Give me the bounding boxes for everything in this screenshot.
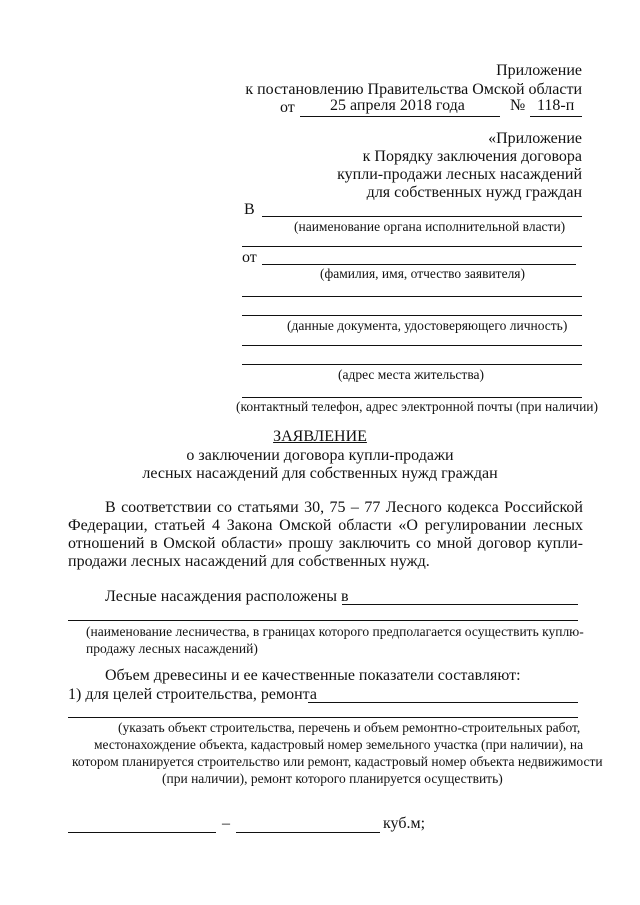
- document-title: [0, 428, 640, 446]
- header-from-label: от: [280, 99, 295, 116]
- header-line2: к постановлению Правительства Омской области: [245, 81, 582, 98]
- doc-field-line[interactable]: [242, 315, 582, 316]
- item1-caption-l2: местонахождение объекта, кадастровый номер земельного участка (при наличии), на: [94, 737, 584, 752]
- volume-unit: куб.м;: [383, 815, 426, 832]
- annex-line4: для собственных нужд граждан: [366, 184, 582, 201]
- volume-from-field-line[interactable]: [68, 832, 216, 833]
- header-line1: Приложение: [496, 62, 582, 79]
- date-underline: [300, 116, 500, 117]
- location-label: Лесные насаждения расположены в: [105, 588, 349, 605]
- address-caption: (адрес места жительства): [338, 367, 485, 382]
- item1-caption-l4: (при наличии), ремонт которого планируется осуществить): [162, 771, 503, 786]
- to-label: В: [244, 201, 255, 218]
- from-label: от: [242, 249, 257, 266]
- contact-caption: (контактный телефон, адрес электронной почты (при наличии): [236, 399, 599, 414]
- para1-line4: продажи лесных насаждений для собственных нужд.: [68, 553, 430, 570]
- volume-dash: –: [222, 815, 230, 832]
- location-field-line-2[interactable]: [68, 620, 578, 621]
- location-field-line[interactable]: [342, 604, 578, 605]
- item1-field-line[interactable]: [308, 702, 578, 703]
- location-caption-l2: продажу лесных насаждений): [86, 641, 258, 656]
- item1-label: 1) для целей строительства, ремонта: [68, 686, 317, 703]
- title-sub1: о заключении договора купли-продажи: [186, 447, 454, 464]
- header-number: 118-п: [537, 97, 575, 114]
- item1-field-line-2[interactable]: [68, 717, 578, 718]
- item1-caption-l3: котором планируется строительство или ремонт, кадастровый номер объекта недвижимости: [72, 754, 603, 769]
- to-field-line-2[interactable]: [242, 246, 582, 247]
- location-caption-l1: (наименование лесничества, в границах которого предполагается осуществить куплю-: [86, 624, 584, 639]
- address-field-line[interactable]: [242, 364, 582, 365]
- contact-field-line[interactable]: [242, 397, 582, 398]
- header-num-label: №: [510, 97, 526, 114]
- title-sub2: лесных насаждений для собственных нужд граждан: [142, 465, 498, 482]
- annex-line2: к Порядку заключения договора: [362, 148, 582, 165]
- name-caption: (фамилия, имя, отчество заявителя): [320, 266, 526, 281]
- para1-line2: Федерации, статьей 4 Закона Омской области «О регулировании лесных: [68, 517, 583, 534]
- para1-line1: В соответствии со статьями 30, 75 – 77 Лесного кодекса Российской: [105, 499, 583, 516]
- name-field-line-2[interactable]: [242, 296, 582, 297]
- number-underline: [530, 116, 582, 117]
- name-field-line[interactable]: [262, 264, 576, 265]
- item1-caption-l1: (указать объект строительства, перечень и объем ремонтно-строительных работ,: [118, 720, 581, 735]
- annex-line1: «Приложение: [488, 130, 582, 147]
- to-field-line[interactable]: [262, 216, 582, 217]
- para1-line3: отношений в Омской области» прошу заключить со мной договор купли-: [68, 535, 583, 552]
- doc-field-line-2[interactable]: [242, 345, 582, 346]
- title-main: ЗАЯВЛЕНИЕ: [273, 428, 367, 445]
- doc-caption: (данные документа, удостоверяющего личность): [287, 318, 568, 333]
- volume-label: Объем древесины и ее качественные показатели составляют:: [105, 667, 521, 684]
- annex-line3: купли-продажи лесных насаждений: [337, 166, 582, 183]
- header-date: 25 апреля 2018 года: [330, 97, 465, 114]
- to-caption: (наименование органа исполнительной власти): [294, 219, 566, 234]
- volume-to-field-line[interactable]: [236, 832, 380, 833]
